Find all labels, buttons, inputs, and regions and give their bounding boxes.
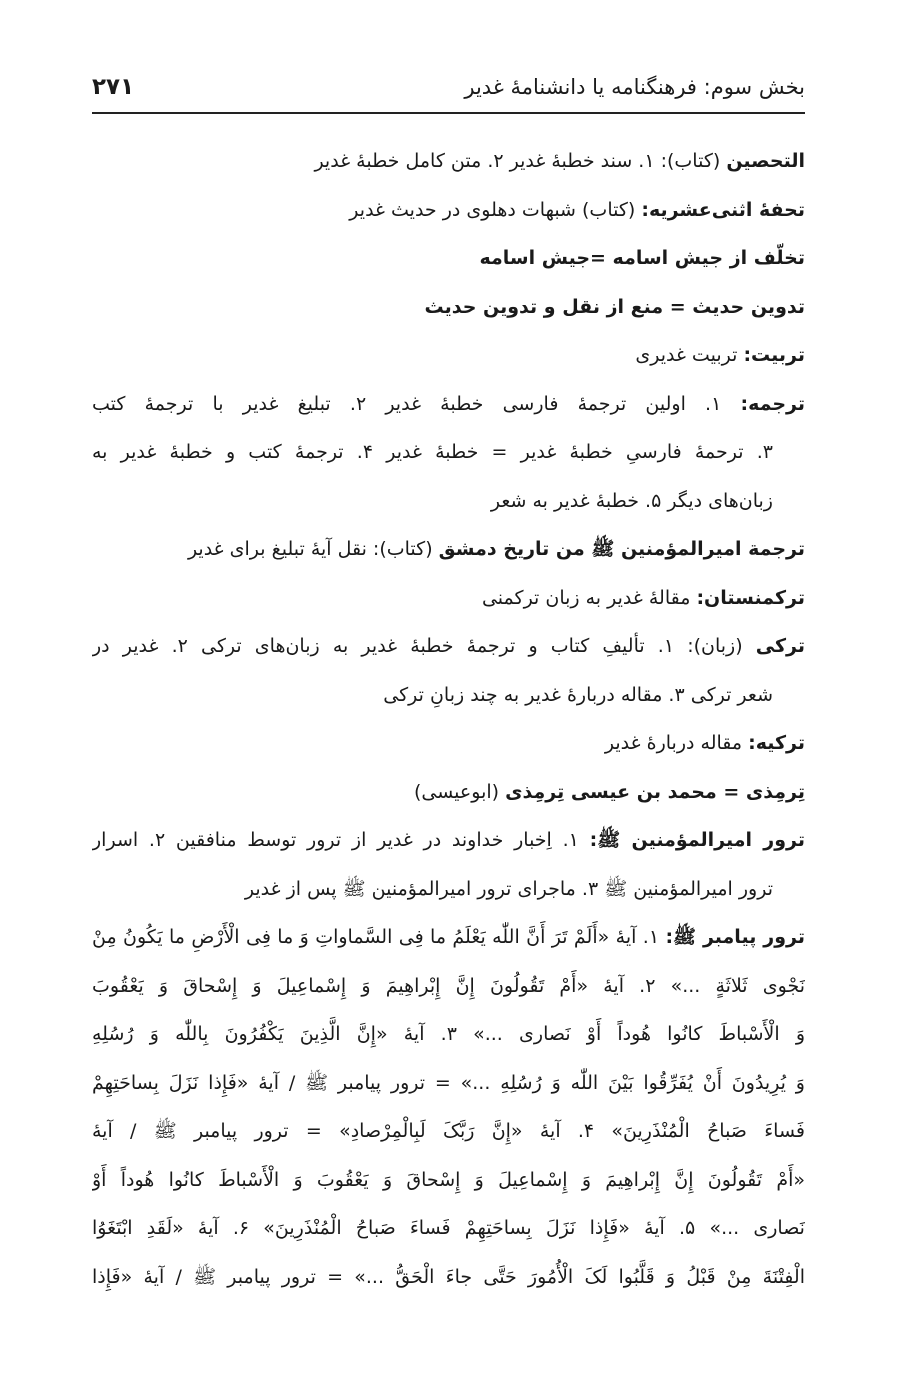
entry-headword: ترکیه: [748,732,805,754]
entry-line [92,186,805,235]
entry-line [92,1107,805,1156]
entry-line [92,622,805,671]
entry-headword: تخلّف از جیش اسامه =جیش اسامه [479,247,805,269]
entry-line [92,865,805,914]
entry-headword: ترکی [755,635,805,657]
page-header [92,62,805,114]
entry-headword: تدوین حدیث = منع از نقل و تدوین حدیث [424,295,805,318]
entry-text: الْفِتْنَةَ مِنْ قَبْلُ وَ قَلَّبُوا لَکَ الْأُمُورَ حَتَّی جاءَ الْحَقُّ ...» = ترور پیامبر ﷺ / آیهٔ «فَإِذا [92,1265,805,1288]
entry-line [92,962,805,1011]
entry-text: ترور امیرالمؤمنین ﷺ ۳. ماجرای ترور امیرالمؤمنین ﷺ پس از غدیر [244,877,773,900]
entry-headword: تحفهٔ اثنی‌عشریه: [641,198,805,221]
entry-text: «أَمْ تَقُولُونَ إِنَّ إِبْراهِیمَ وَ إِسْماعِیلَ وَ إِسْحاقَ وَ یَعْقُوبَ وَ الْأَسْباطَ کانُوا هُوداً أَوْ [92,1168,805,1191]
entry-line [92,1253,805,1302]
entry-line [92,671,805,720]
entry-line [92,1204,805,1253]
entry-text: وَ یُرِیدُونَ أَنْ یُفَرِّقُوا بَیْنَ اللّٰه وَ رُسُلِهِ ...» = ترور پیامبر ﷺ / آیهٔ «فَإِذا نَزَلَ بِساحَتِهِمْ [92,1071,805,1094]
entry-text: (ابوعیسی) [413,780,506,803]
entry-line [92,331,805,380]
entry-line [92,525,805,574]
entry-line [92,137,805,186]
entry-headword: ترور پیامبر ﷺ: [665,926,805,948]
entry-line [92,380,805,429]
entry-line [92,1010,805,1059]
entry-text: مقاله دربارهٔ غدیر [604,732,749,754]
entry-text: (کتاب): نقل آیهٔ تبلیغ برای غدیر [187,538,439,560]
entry-text: (زبان): ۱. تألیفِ کتاب و ترجمهٔ خطبهٔ غدیر به زبان‌های ترکی ۲. غدیر در [92,635,756,657]
entry-line [92,477,805,526]
entry-text: زبان‌های دیگر ۵. خطبهٔ غدیر به شعر [490,489,773,512]
entry-headword: ترکمنستان: [696,586,805,609]
entry-headword: تربیت: [743,344,805,366]
entry-line [92,1156,805,1205]
entry-list [92,137,805,1301]
entry-headword: ترجمة امیرالمؤمنین ﷺ من تاریخ دمشق [438,538,805,560]
entry-line [92,574,805,623]
entry-text: مقالهٔ غدیر به زبان ترکمنی [481,586,697,609]
page-number: ۲۷۱ [92,74,135,100]
entry-line [92,816,805,865]
entry-line [92,719,805,768]
entry-line [92,768,805,817]
entry-text: فَساءَ صَباحُ الْمُنْذَرِینَ» ۴. آیهٔ «إِنَّ رَبَّکَ لَبِالْمِرْصادِ» = ترور پیامبر ﷺ / آیهٔ [92,1120,805,1142]
entry-text: نَجْوی ثَلاثَةٍ ...» ۲. آیهٔ «أَمْ تَقُولُونَ إِنَّ إِبْراهِیمَ وَ إِسْماعِیلَ وَ إِسْحاقَ وَ یَعْقُوبَ [92,974,805,997]
entry-text: نَصاری ...» ۵. آیهٔ «فَإِذا نَزَلَ بِساحَتِهِمْ فَساءَ صَباحُ الْمُنْذَرِینَ» ۶. آیهٔ «لَقَدِ ابْتَغَوُا [92,1217,805,1239]
entry-line [92,428,805,477]
entry-line [92,1059,805,1108]
entry-text: ۱. اولین ترجمهٔ فارسی خطبهٔ غدیر ۲. تبلیغ غدیر با ترجمهٔ کتب [92,392,741,415]
entry-headword: التحصین [726,150,805,172]
entry-text: (کتاب) شبهات دهلوی در حدیث غدیر [349,198,642,221]
entry-line [92,913,805,962]
entry-line [92,234,805,283]
entry-text: شعر ترکی ۳. مقاله دربارهٔ غدیر به چند زبانِ ترکی [383,683,773,706]
entry-headword: تِرمِذی = محمد بن عیسی تِرمِذی [505,780,805,803]
entry-text: (کتاب): ۱. سند خطبهٔ غدیر ۲. متن کامل خطبهٔ غدیر [314,150,727,172]
section-title: بخش سوم: فرهنگنامه یا دانشنامهٔ غدیر [464,75,805,99]
entry-text: تربیت غدیری [635,344,744,366]
entry-text: وَ الْأَسْباطَ کانُوا هُوداً أَوْ نَصاری ...» ۳. آیهٔ «إِنَّ الَّذِینَ یَکْفُرُونَ بِاللّٰه وَ رُسُلِهِ [92,1023,805,1045]
entry-line [92,283,805,332]
entry-text: ۳. ترحمهٔ فارسیِ خطبهٔ غدیر = خطبهٔ غدیر ۴. ترجمهٔ کتب و خطبهٔ غدیر به [92,441,773,463]
entry-headword: ترجمه: [740,392,805,415]
entry-text: ۱. آیهٔ «أَلَمْ تَرَ أَنَّ اللّٰه یَعْلَمُ ما فِی السَّماواتِ وَ ما فِی الْأَرْضِ ما یَکُونُ مِنْ [92,926,666,948]
entry-headword: ترور امیرالمؤمنین ﷺ: [589,829,805,851]
entry-text: ۱. اِخبار خداوند در غدیر از ترور توسط منافقین ۲. اسرار [92,829,590,851]
